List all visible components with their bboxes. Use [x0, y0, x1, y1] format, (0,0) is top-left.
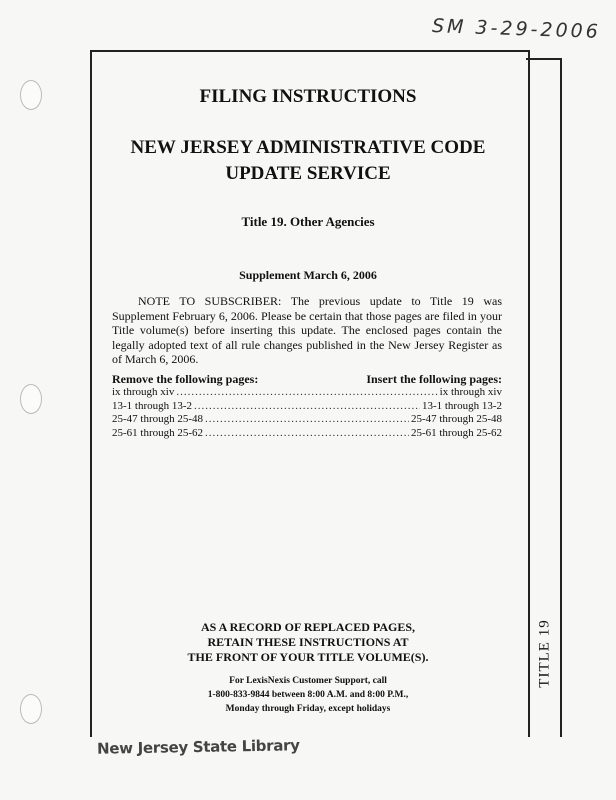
table-row: [112, 413, 502, 427]
record-line-3: THE FRONT OF YOUR TITLE VOLUME(S).: [187, 650, 429, 664]
binder-hole: [20, 694, 42, 724]
page-subtitle: [90, 135, 526, 187]
insert-pages: 25-61 through 25-62: [410, 426, 502, 439]
pages-table: [112, 372, 502, 440]
tab-label: [530, 613, 560, 693]
tab-label-text: TITLE 19: [536, 618, 553, 688]
remove-pages: ix through xiv: [112, 386, 175, 398]
insert-pages: ix through xiv: [439, 386, 502, 398]
remove-pages: 25-47 through 25-48: [112, 413, 204, 425]
pages-table-header: [112, 372, 502, 386]
insert-header: Insert the following pages:: [366, 372, 502, 386]
remove-header: Remove the following pages:: [112, 372, 259, 386]
title-agency: Title 19. Other Agencies: [241, 214, 375, 229]
table-row: [112, 427, 502, 441]
note-to-subscriber: NOTE TO SUBSCRIBER: The previous update to Title 19 was Supplement February 6, 2006. Please be certain that those pages are filed in your Title volume(s) before inserting this update. The enclosed pages contain the legally adopted text of all rule changes published in the New Jersey Register as of March 6, 2006.: [112, 294, 502, 366]
insert-pages: 13-1 through 13-2: [421, 399, 502, 412]
binder-hole: [20, 384, 42, 414]
handwritten-note: SM 3-29-2006: [431, 15, 602, 43]
dot-leader: [194, 400, 420, 414]
page-title: FILING INSTRUCTIONS: [199, 86, 417, 107]
record-line-1: AS A RECORD OF REPLACED PAGES,: [200, 620, 416, 634]
supplement-date: Supplement March 6, 2006: [239, 268, 377, 282]
subtitle-line-2: UPDATE SERVICE: [225, 163, 391, 184]
support-line-3: Monday through Friday, except holidays: [225, 704, 391, 714]
record-line-2: RETAIN THESE INSTRUCTIONS AT: [207, 635, 409, 649]
dot-leader: [205, 413, 409, 427]
customer-support: [90, 674, 526, 716]
insert-pages: 25-47 through 25-48: [410, 413, 502, 425]
library-stamp: New Jersey State Library: [96, 736, 300, 758]
dot-leader: [205, 427, 409, 441]
binder-hole: [20, 80, 42, 110]
table-row: [112, 400, 502, 414]
record-notice: [90, 620, 526, 665]
remove-pages: 13-1 through 13-2: [112, 399, 193, 412]
dot-leader: [176, 386, 437, 400]
remove-pages: 25-61 through 25-62: [112, 426, 204, 439]
table-row: [112, 386, 502, 400]
subtitle-line-1: NEW JERSEY ADMINISTRATIVE CODE: [130, 137, 486, 158]
support-line-2: 1-800-833-9844 between 8:00 A.M. and 8:00 P.M.,: [207, 690, 409, 700]
support-line-1: For LexisNexis Customer Support, call: [229, 676, 387, 686]
